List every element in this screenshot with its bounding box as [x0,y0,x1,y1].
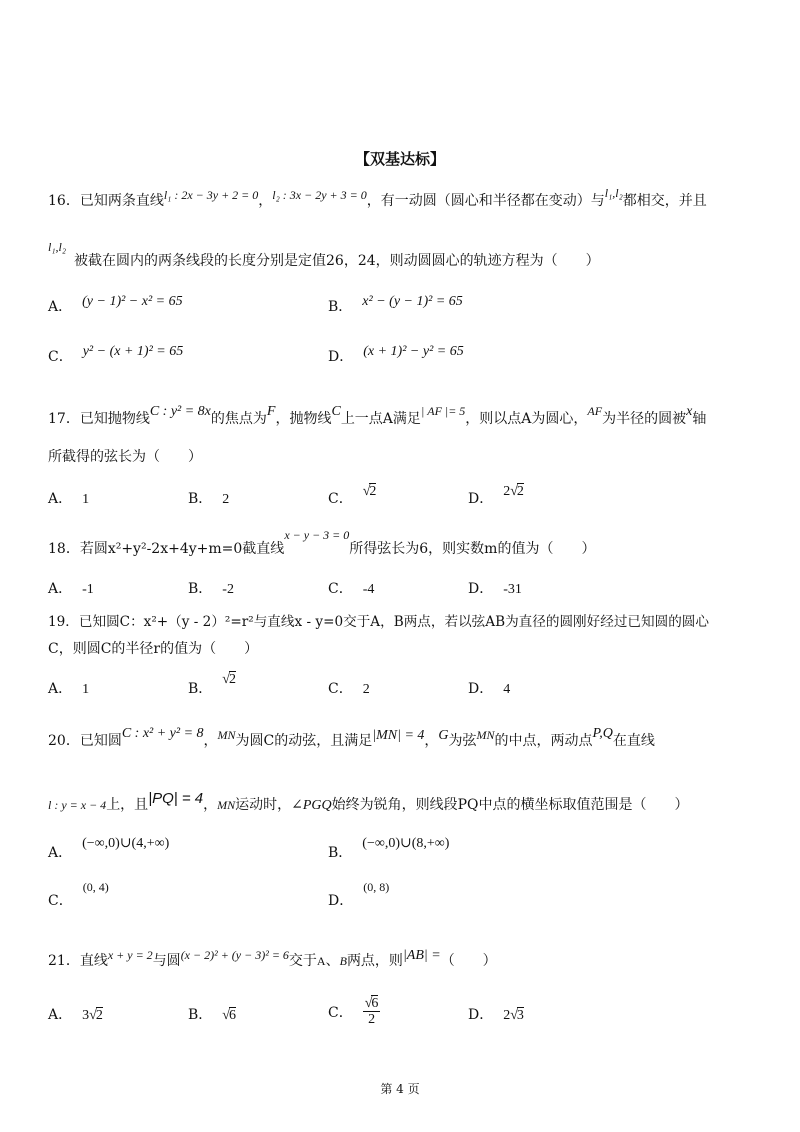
q19-line1: 19．已知圆C：x²+（y - 2）²=r²与直线x - y=0交于A，B两点，若以弦AB为直径的圆刚好经过已知圆的圆心 [48,614,709,630]
q20-text: ， [203,797,218,813]
q17-option-b[interactable] [188,488,229,508]
q17-text: ，则以点A为圆心， [465,411,588,427]
q21-line-eq: x + y = 2 [107,948,153,962]
q20-angle: ∠PGQ [291,798,332,813]
q20-lead: 20．已知圆 [48,733,122,749]
q19-option-a[interactable] [48,678,89,698]
fraction [363,996,381,1028]
q20-MN: MN [217,728,236,742]
q21-text: 两点，则 [346,953,403,969]
option-label: A． [48,845,73,861]
q21-option-b[interactable] [188,1004,236,1024]
q21-text: 与圆 [152,953,181,969]
option-label: D． [468,491,494,507]
q20-G: G [438,728,449,743]
q19-line2: C，则圆C的半径r的值为（ ） [48,641,259,657]
q20-text: 在直线 [612,733,655,749]
option-expr: 1 [82,492,90,507]
q20-text: ， [424,733,439,749]
q21-text: （ ） [440,953,497,969]
q21-text: 交于 [288,953,317,969]
radicand: 6 [371,996,379,1011]
sqrt-expr: √2 [222,672,236,687]
option-label: B． [188,1007,213,1023]
q17-line2: 所截得的弦长为（ ） [48,449,202,465]
sqrt-expr: 3√2 [82,1008,103,1023]
option-expr: (−∞,0)∪(8,+∞) [362,836,450,851]
q17-text: ，抛物线 [275,411,332,427]
option-label: D． [468,681,494,697]
option-label: C． [328,491,353,507]
q21-circle-eq: (x − 2)² + (y − 3)² = 6 [180,948,289,962]
q17-lead: 17．已知抛物线 [48,411,150,427]
option-label: B． [328,299,353,315]
option-label: C． [48,893,73,909]
q21-B: B [339,954,347,968]
section-title: 【双基达标】 [354,150,445,168]
q17-x: x [686,404,693,419]
numerator: √6 [364,996,379,1011]
option-label: B． [188,581,213,597]
q16-mid: ，有一动圆（圆心和半径都在变动）与 [366,193,605,209]
q20-option-b[interactable] [328,836,450,862]
q18-line1 [48,528,752,558]
q17-text: 为半径的圆被 [602,411,687,427]
option-expr: -4 [362,582,375,597]
q16-tail: 都相交，并且 [622,193,707,209]
q21-option-c[interactable] [328,996,380,1028]
q19-option-d[interactable] [468,678,510,698]
option-expr: 2 [362,682,370,697]
q16-l12: l₁,l₂ [604,186,623,200]
option-expr: -2 [222,582,234,597]
q20-pq4: |PQ| = 4 [148,790,204,807]
radicand: 6 [228,1008,236,1023]
option-label: D． [468,1007,494,1023]
q21-line1 [48,950,752,970]
option-expr: (x + 1)² − y² = 65 [363,344,464,359]
q20-line-l: l : y = x − 4 [48,798,107,812]
q16-l2-eq: l₂ : 3x − 2y + 3 = 0 [272,188,367,202]
q17-option-c[interactable] [328,484,377,508]
q21-lead: 21．直线 [48,953,108,969]
q16-option-a[interactable] [48,296,183,316]
option-label: D． [328,893,354,909]
q20-line2 [48,790,752,814]
option-label: C． [328,1004,353,1021]
q20-text: 为圆C的动弦，且满足 [235,733,373,749]
q20-mn4: |MN| = 4 [372,728,425,743]
q20-line1 [48,726,752,750]
sqrt-expr: √2 [362,484,377,499]
option-expr: (0, 8) [363,880,390,894]
q20-text: 运动时， [235,797,292,813]
q18-line-eq: x − y − 3 = 0 [284,528,350,542]
q18-option-b[interactable] [188,578,234,598]
option-expr: 2 [222,492,230,507]
radicand: 2 [369,484,377,499]
q21-A: A [316,954,326,968]
q20-option-d[interactable] [328,880,390,910]
q19-option-b[interactable] [188,672,236,698]
q16-line2-text: 被截在圆内的两条线段的长度分别是定值26，24，则动圆圆心的轨迹方程为（ ） [74,253,600,269]
q17-C: C [331,404,341,419]
q20-text: 的中点，两动点 [494,733,593,749]
q20-circle-eq: C : x² + y² = 8 [121,726,204,741]
q16-option-c[interactable] [48,346,183,366]
q17-af: | AF |= 5 [420,404,466,418]
option-expr: (y − 1)² − x² = 65 [82,294,183,309]
option-expr: -31 [503,582,522,597]
option-label: A． [48,1007,73,1023]
q17-parabola: C : y² = 8x [149,404,211,419]
option-label: A． [48,681,73,697]
option-expr: -1 [82,582,94,597]
q20-PQ: P,Q [592,726,613,741]
q17-text: 轴 [692,411,707,427]
denominator: 2 [368,1012,376,1028]
q16-option-b[interactable] [328,296,463,316]
q20-MN: MN [217,798,236,812]
option-expr: (−∞,0)∪(4,+∞) [82,836,170,851]
sqrt-expr: 2√3 [503,1008,524,1023]
radicand: 3 [516,1008,524,1023]
q20-MN: MN [476,728,495,742]
option-expr: 4 [503,682,511,697]
option-expr: 1 [82,682,90,697]
q20-text: ， [203,733,218,749]
q18-option-d[interactable] [468,578,522,598]
option-label: B． [188,681,213,697]
q21-ab: |AB| = [402,948,441,963]
radicand: 2 [95,1008,103,1023]
coef: 2 [503,484,511,499]
q17-text: 的焦点为 [210,411,267,427]
option-expr: x² − (y − 1)² = 65 [362,294,463,309]
option-label: C． [48,349,73,365]
coef: 3 [82,1008,90,1023]
option-label: A． [48,491,73,507]
q20-text: 为弦 [448,733,477,749]
q16-l1-eq: l₁ : 2x − 3y + 2 = 0 [163,188,259,202]
option-label: C． [328,581,353,597]
q16-option-d[interactable] [328,346,464,366]
option-label: D． [468,581,494,597]
q19-option-c[interactable] [328,678,370,698]
q21-option-a[interactable] [48,1004,103,1024]
q17-F: F [266,404,276,419]
option-label: B． [188,491,213,507]
q17-AF: AF [587,404,603,418]
option-expr: (0, 4) [82,880,109,894]
q20-option-c[interactable] [48,880,109,910]
q16-lead: 16．已知两条直线 [48,193,164,209]
q16-line1 [48,186,752,210]
coef: 2 [503,1008,511,1023]
q18-option-c[interactable] [328,578,374,598]
q20-text: 始终为锐角，则线段PQ中点的横坐标取值范围是（ ） [331,797,689,813]
sqrt-expr: 2√2 [503,484,524,499]
option-expr: y² − (x + 1)² = 65 [82,344,184,359]
q17-option-a[interactable] [48,488,89,508]
q16-l12-b: l₁,l₂ [48,240,67,254]
q18-tail: 所得弦长为6，则实数m的值为（ ） [349,541,596,557]
q18-option-a[interactable] [48,578,94,598]
sqrt-expr: √6 [222,1008,236,1023]
q17-text: 上一点A满足 [340,411,421,427]
option-label: B． [328,845,353,861]
q16-line2 [48,240,752,270]
q20-text: 上，且 [106,797,149,813]
option-label: A． [48,299,73,315]
q16-sep: ， [258,193,273,209]
option-label: D． [328,349,354,365]
q17-line1 [48,404,752,428]
option-label: C． [328,681,353,697]
q17-option-d[interactable] [468,484,524,508]
q21-text: 、 [325,953,340,969]
radicand: 2 [228,672,236,687]
q20-option-a[interactable] [48,836,170,862]
q18-lead: 18．若圆x²+y²-2x+4y+m=0截直线 [48,541,285,557]
q21-option-d[interactable] [468,1004,524,1024]
radicand: 2 [516,484,524,499]
page-footer: 第 4 页 [380,1082,420,1096]
option-label: A． [48,581,73,597]
